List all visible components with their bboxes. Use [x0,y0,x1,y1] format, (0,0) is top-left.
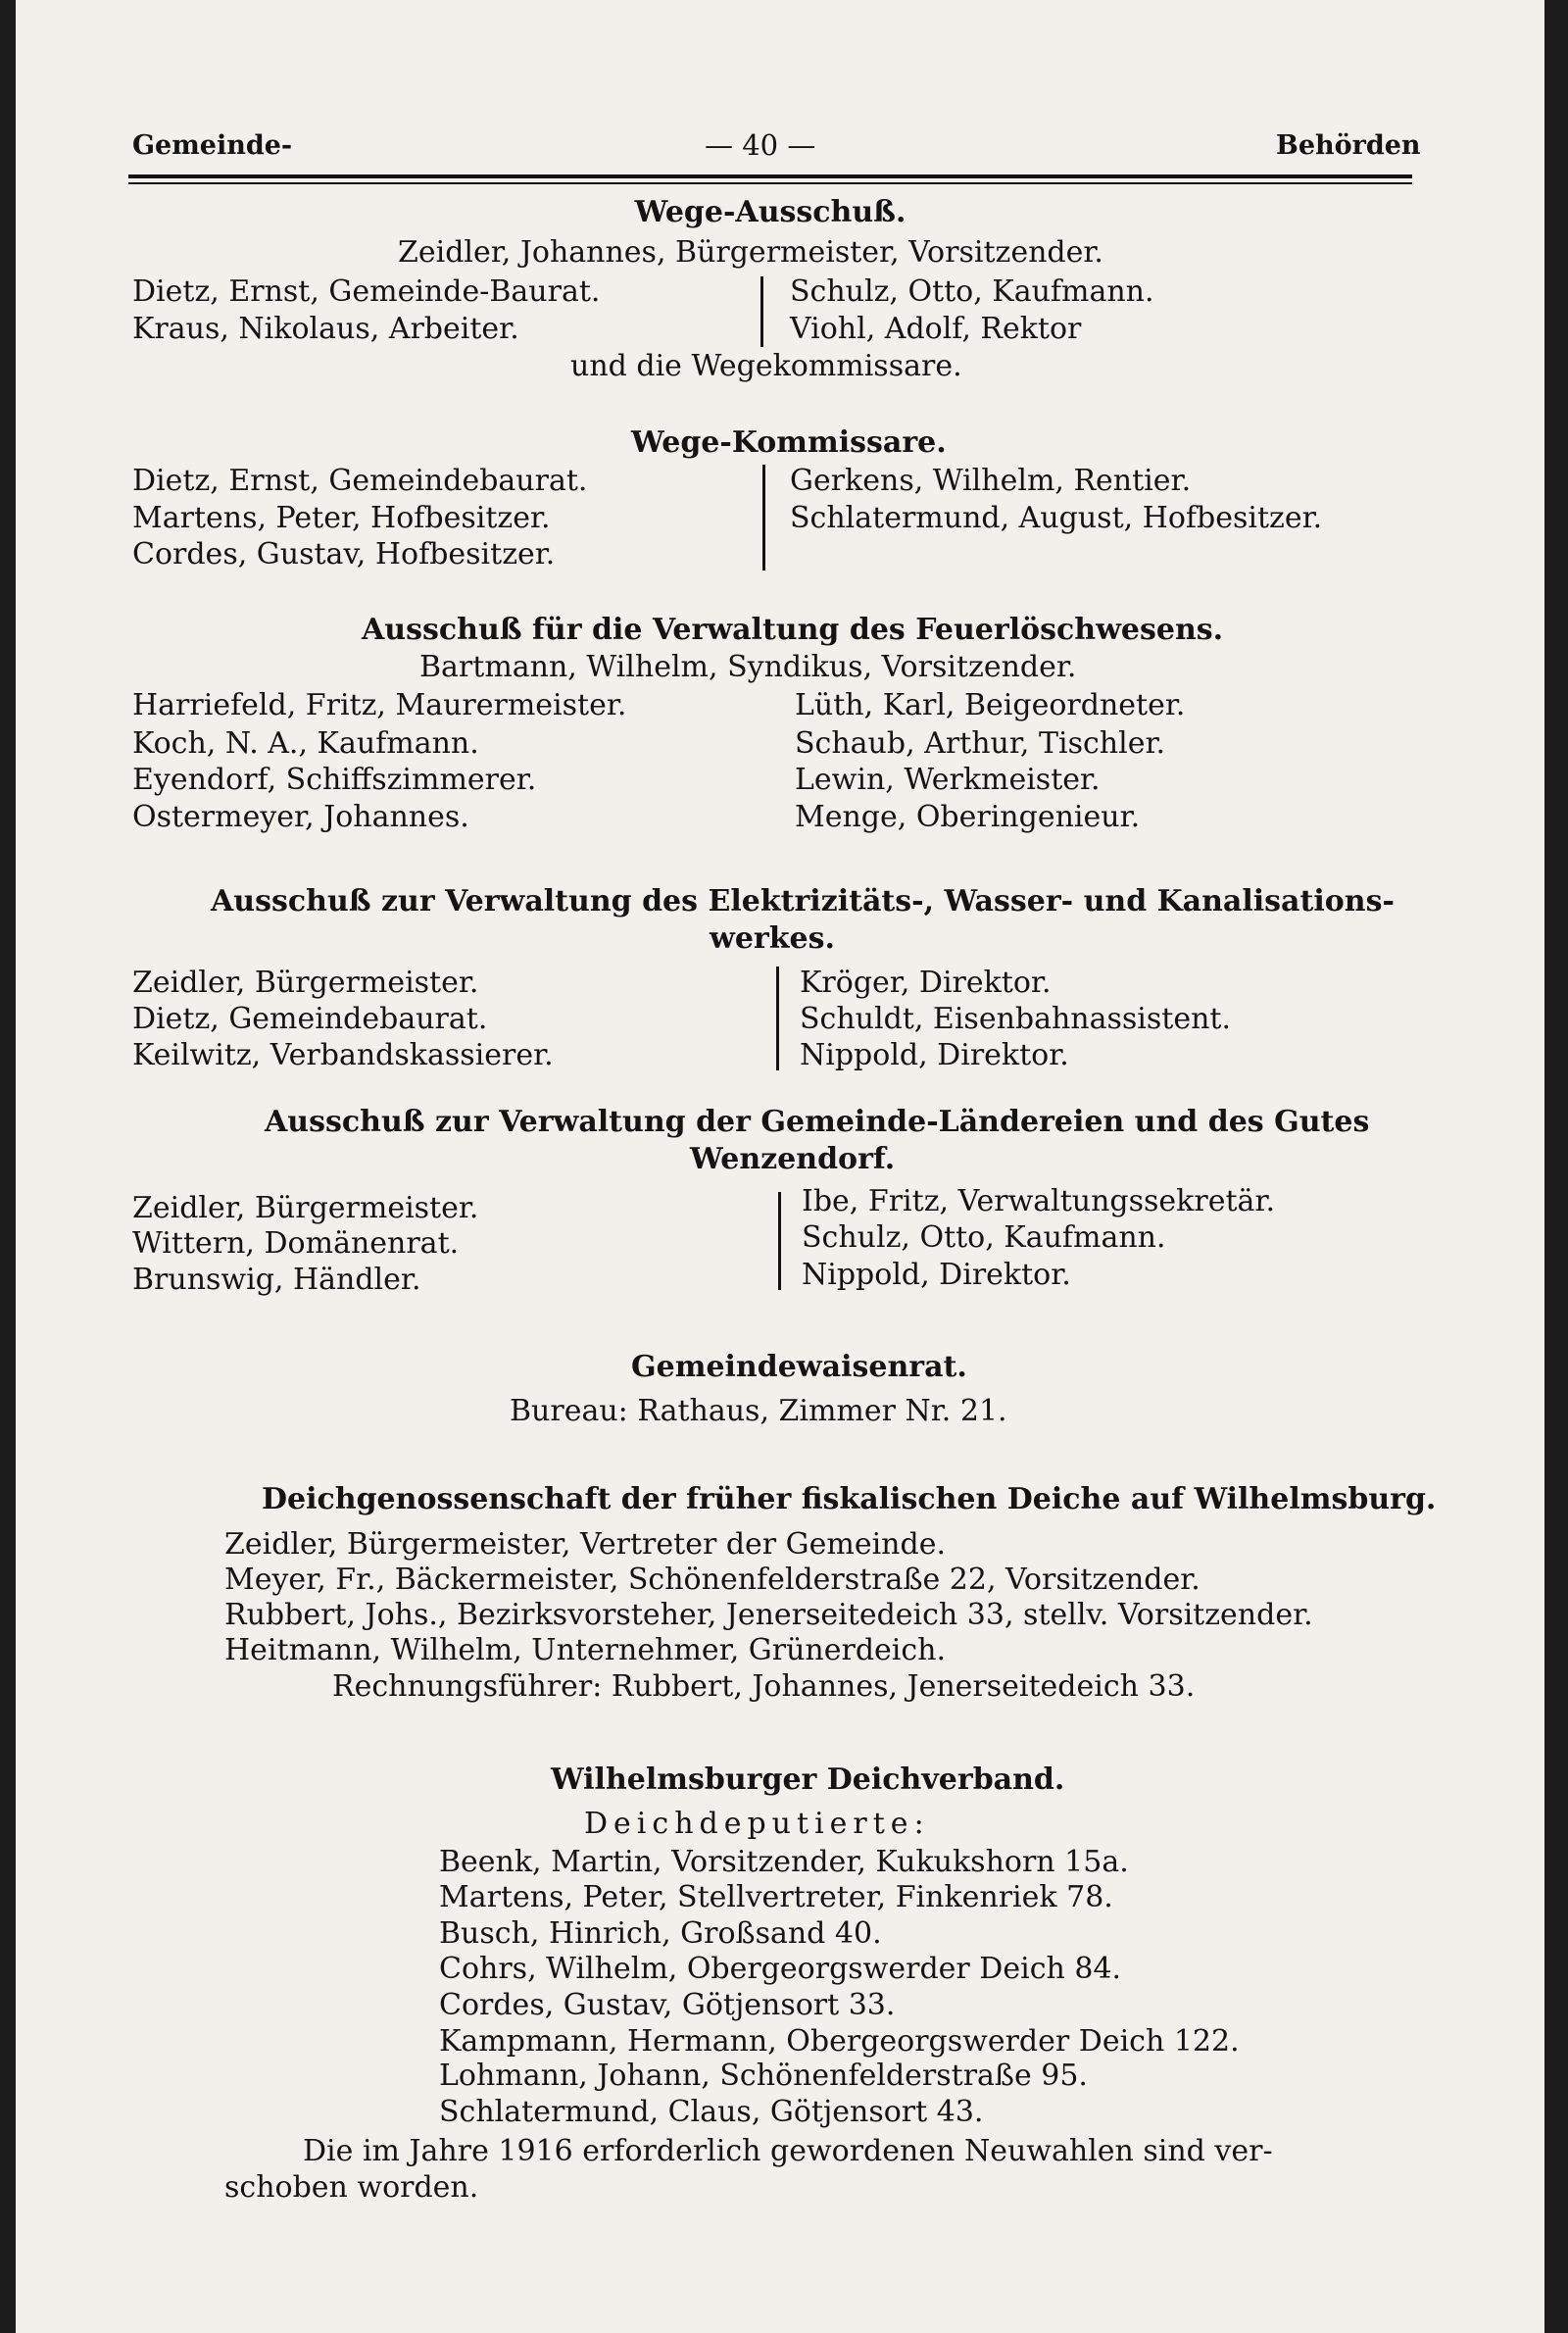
deichverband-note-line-2: schoben worden. [224,2170,479,2205]
feuerloesch-left-2: Eyendorf, Schiffszimmerer. [132,763,537,797]
waisenrat-bureau: Bureau: Rathaus, Zimmer Nr. 21. [510,1394,1007,1428]
laendereien-title-2: Wenzendorf. [690,1142,896,1176]
feuerloesch-right-3: Menge, Oberingenieur. [795,800,1141,834]
elektrizitaet-left-2: Keilwitz, Verbandskassierer. [132,1038,554,1072]
feuerloesch-right-2: Lewin, Werkmeister. [795,763,1101,797]
laendereien-left-2: Brunswig, Händler. [132,1263,421,1297]
feuerloesch-left-1: Koch, N. A., Kaufmann. [132,726,479,761]
elektrizitaet-left-0: Zeidler, Bürgermeister. [132,966,479,1000]
laendereien-left-1: Wittern, Domänenrat. [132,1226,460,1261]
header-right: Behörden [1276,130,1421,161]
deichverband-member-6: Lohmann, Johann, Schönenfelderstraße 95. [439,2059,1088,2093]
deichverband-member-5: Kampmann, Hermann, Obergeorgswerder Deich 122. [439,2024,1240,2059]
deichverband-note-line-1: Die im Jahre 1916 erforderlich gewordenen Neuwahlen sind ver- [303,2134,1273,2168]
deichgenossenschaft-member-2: Rubbert, Johs., Bezirksvorsteher, Jenerseitedeich 33, stellv. Vorsitzender. [224,1598,1313,1632]
deichverband-member-2: Busch, Hinrich, Großsand 40. [439,1916,882,1951]
wegekommissare-right-0: Gerkens, Wilhelm, Rentier. [790,464,1192,498]
wegeausschuss-right-1: Viohl, Adolf, Rektor [790,312,1082,346]
laendereien-left-0: Zeidler, Bürgermeister. [132,1191,479,1225]
wegeausschuss-right-0: Schulz, Otto, Kaufmann. [790,274,1154,309]
wegeausschuss-footer: und die Wegekommissare. [570,349,962,383]
header-left: Gemeinde- [132,130,293,161]
wegeausschuss-divider [760,276,763,347]
wegekommissare-left-2: Cordes, Gustav, Hofbesitzer. [132,537,556,571]
laendereien-right-1: Schulz, Otto, Kaufmann. [802,1220,1166,1255]
elektrizitaet-left-1: Dietz, Gemeindebaurat. [132,1002,488,1036]
deichverband-member-4: Cordes, Gustav, Götjensort 33. [439,1988,896,2022]
deichgenossenschaft-member-1: Meyer, Fr., Bäckermeister, Schönenfelderstraße 22, Vorsitzender. [224,1563,1200,1597]
page-number: — 40 — [705,128,816,162]
wegekommissare-divider [762,465,765,571]
laendereien-right-2: Nippold, Direktor. [802,1258,1071,1292]
feuerloesch-title: Ausschuß für die Verwaltung des Feuerlöschwesens. [362,613,1224,647]
header-rule-thick [128,174,1412,178]
deichverband-member-1: Martens, Peter, Stellvertreter, Finkenriek 78. [439,1880,1113,1914]
header-rule-thin [128,182,1412,184]
deichverband-member-0: Beenk, Martin, Vorsitzender, Kukukshorn 15a. [439,1845,1129,1879]
wegeausschuss-left-1: Kraus, Nikolaus, Arbeiter. [132,312,519,346]
deichgenossenschaft-member-3: Heitmann, Wilhelm, Unternehmer, Grünerdeich. [224,1633,947,1667]
deichverband-subtitle: Deichdeputierte: [584,1807,930,1841]
deichgenossenschaft-member-0: Zeidler, Bürgermeister, Vertreter der Gemeinde. [224,1527,946,1562]
elektrizitaet-title-1: Ausschuß zur Verwaltung des Elektrizitäts-, Wasser- und Kanalisations- [211,884,1395,918]
wegekommissare-left-1: Martens, Peter, Hofbesitzer. [132,501,551,535]
deichverband-member-7: Schlatermund, Claus, Götjensort 43. [439,2095,984,2129]
feuerloesch-left-3: Ostermeyer, Johannes. [132,800,469,834]
document-page [16,0,1544,2333]
deichgenossenschaft-title: Deichgenossenschaft der früher fiskalischen Deiche auf Wilhelmsburg. [262,1482,1437,1516]
deichverband-title: Wilhelmsburger Deichverband. [551,1762,1065,1797]
feuerloesch-left-0: Harriefeld, Fritz, Maurermeister. [132,688,627,722]
deichverband-member-3: Cohrs, Wilhelm, Obergeorgswerder Deich 84. [439,1952,1122,1986]
elektrizitaet-right-0: Kröger, Direktor. [800,966,1052,1000]
feuerloesch-chair: Bartmann, Wilhelm, Syndikus, Vorsitzender. [419,650,1077,684]
laendereien-right-0: Ibe, Fritz, Verwaltungssekretär. [802,1184,1275,1218]
elektrizitaet-right-2: Nippold, Direktor. [800,1038,1069,1072]
feuerloesch-right-1: Schaub, Arthur, Tischler. [795,726,1166,761]
elektrizitaet-title-2: werkes. [710,921,835,956]
elektrizitaet-right-1: Schuldt, Eisenbahnassistent. [800,1002,1232,1036]
deichgenossenschaft-rechnungsfuehrer: Rechnungsführer: Rubbert, Johannes, Jenerseitedeich 33. [332,1669,1196,1704]
wegekommissare-left-0: Dietz, Ernst, Gemeindebaurat. [132,464,588,498]
wegekommissare-right-1: Schlatermund, August, Hofbesitzer. [790,501,1323,535]
feuerloesch-right-0: Lüth, Karl, Beigeordneter. [795,688,1186,722]
laendereien-title-1: Ausschuß zur Verwaltung der Gemeinde-Ländereien und des Gutes [265,1105,1370,1139]
waisenrat-title: Gemeindewaisenrat. [631,1350,967,1384]
elektrizitaet-divider [776,967,779,1070]
wegeausschuss-left-0: Dietz, Ernst, Gemeinde-Baurat. [132,274,601,309]
wegekommissare-title: Wege-Kommissare. [631,425,947,460]
laendereien-divider [778,1192,781,1290]
wegeausschuss-chair: Zeidler, Johannes, Bürgermeister, Vorsitzender. [398,235,1103,270]
wegeausschuss-title: Wege-Ausschuß. [634,195,906,229]
